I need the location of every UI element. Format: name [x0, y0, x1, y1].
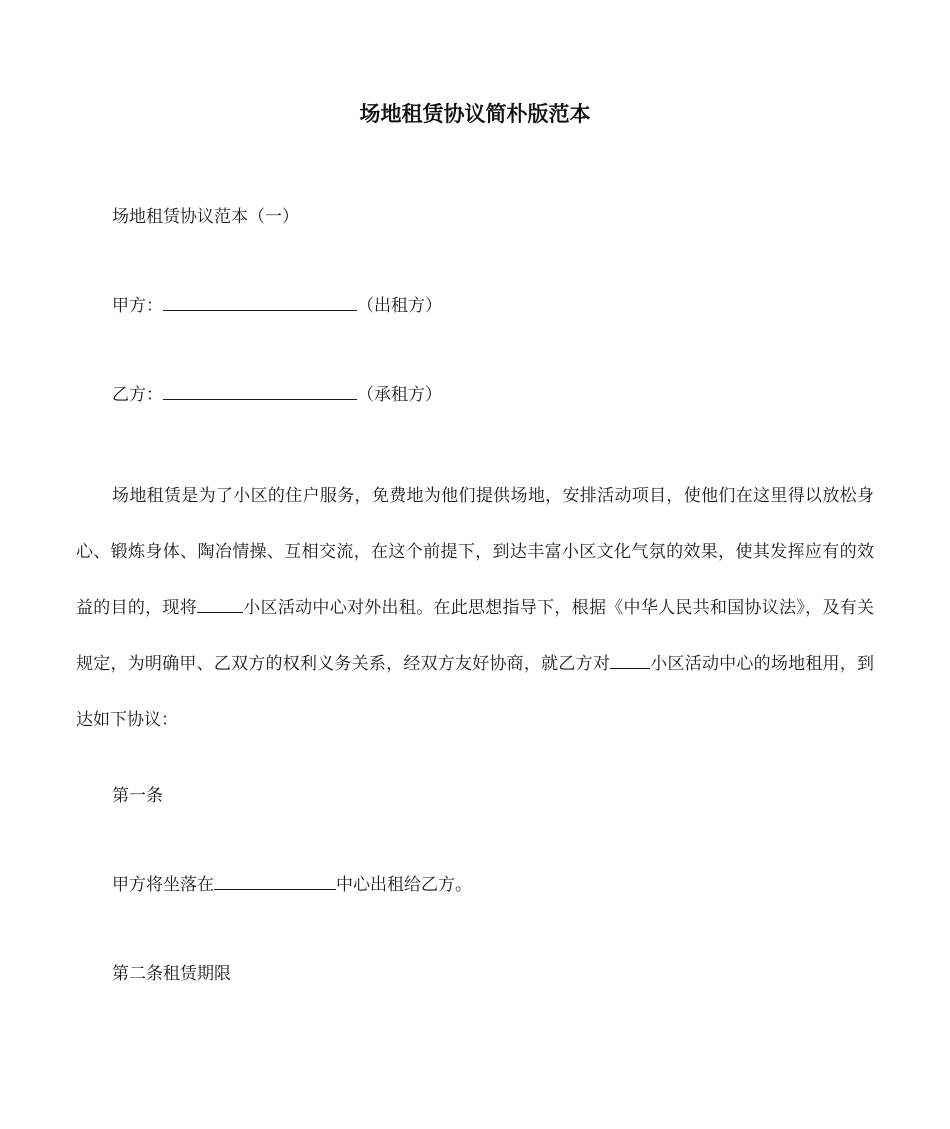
article-1-heading: 第一条	[112, 786, 163, 806]
article-1-text-after: 中心出租给乙方。	[336, 875, 472, 895]
intro-text-part3: 小区活动中心的场地租用，到达如下协议：	[76, 654, 875, 730]
intro-paragraph	[76, 468, 874, 748]
article-1-text-before: 甲方将坐落在	[112, 875, 214, 895]
party-b-line	[112, 383, 442, 407]
party-b-blank	[163, 383, 357, 400]
intro-text-part1: 场地租赁是为了小区的住户服务，免费地为他们提供场地，安排活动项目，使他们在这里得以放松身心、锻炼身体、陶冶情操、互相交流，在这个前提下，到达丰富小区文化气氛的效果，使其发挥应有的效益的目的，现将	[76, 486, 874, 618]
article-1-text	[112, 873, 472, 897]
article-2-heading: 第二条租赁期限	[112, 964, 231, 984]
document-title: 场地租赁协议简朴版范本	[359, 102, 591, 126]
community-name-blank-2	[610, 654, 650, 669]
party-b-label: 乙方：	[112, 385, 163, 405]
party-a-line	[112, 294, 442, 318]
community-name-blank	[197, 598, 243, 613]
party-a-role: （出租方）	[357, 296, 442, 316]
agreement-subtitle: 场地租赁协议范本（一）	[112, 207, 299, 227]
location-blank	[214, 873, 336, 890]
party-b-role: （承租方）	[357, 385, 442, 405]
party-a-blank	[163, 294, 357, 311]
party-a-label: 甲方：	[112, 296, 163, 316]
intro-text-part2: 小区活动中心对外出租。在此思想指导下，根据《中华人民共和国协议法》，及有关规定，为明确甲、乙双方的权利义务关系，经双方友好协商，就乙方对	[76, 598, 875, 674]
